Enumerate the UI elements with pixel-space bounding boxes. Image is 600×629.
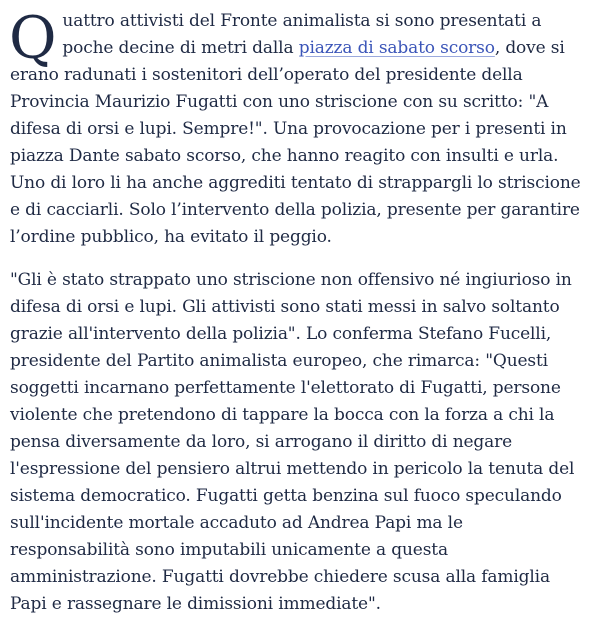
paragraph-1-text-start: uattro attivisti del Fronte animalista si sono presentati a poche decine di metri dalla [62, 11, 542, 58]
piazza-article-link[interactable]: piazza di sabato scorso [298, 38, 495, 58]
paragraph-1 [9, 4, 586, 251]
article-body [9, 4, 586, 618]
drop-cap: Q [9, 4, 57, 72]
paragraph-1-text-end: , dove si erano radunati i sostenitori dell’operato del presidente della Provincia Maurizio Fugatti con uno striscione con su scritto: "A difesa di orsi e lupi. Sempre!". Una provocazione per i presenti in piazza Dante sabato scorso, che hanno reagito con insulti e urla. Uno di loro li ha anche aggrediti tentato di strappargli lo striscione e di cacciarli. Solo l’intervento della polizia, presente per garantire l’ordine pubblico, ha evitato il peggio. [10, 38, 581, 247]
paragraph-2: "Gli è stato strappato uno striscione non offensivo né ingiurioso in difesa di orsi e lupi. Gli attivisti sono stati messi in salvo soltanto grazie all'intervento della polizia". Lo conferma Stefano Fucelli, presidente del Partito animalista europeo, che rimarca: "Questi soggetti incarnano perfettamente l'elettorato di Fugatti, persone violente che pretendono di tappare la bocca con la forza a chi la pensa diversamente da loro, si arrogano il diritto di negare l'espressione del pensiero altrui mettendo in pericolo la tenuta del sistema democratico. Fugatti getta benzina sul fuoco speculando sull'incidente mortale accaduto ad Andrea Papi ma le responsabilità sono imputabili unicamente a questa amministrazione. Fugatti dovrebbe chiedere scusa alla famiglia Papi e rassegnare le dimissioni immediate". [10, 270, 575, 614]
